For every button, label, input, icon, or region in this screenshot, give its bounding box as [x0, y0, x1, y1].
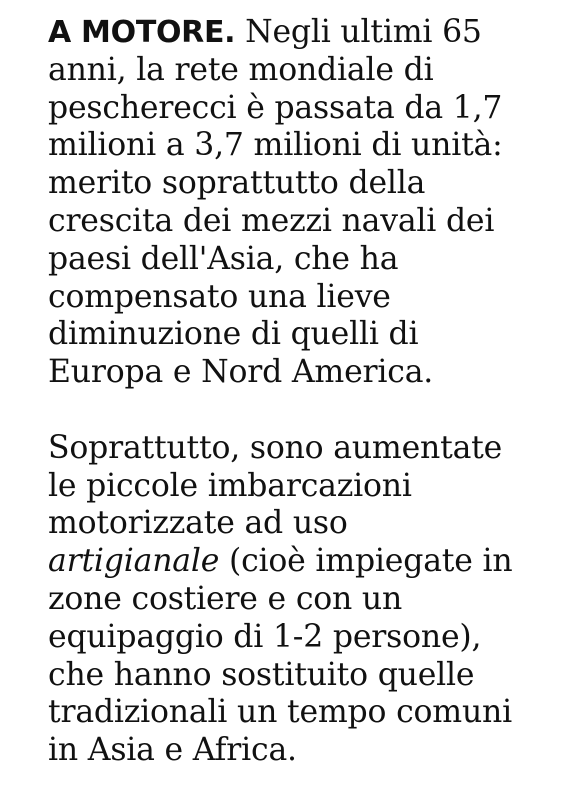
- text-line: [48, 14, 548, 52]
- text-line: merito soprattutto della: [48, 165, 426, 202]
- text-line: paesi dell'Asia, che ha: [48, 240, 399, 277]
- text-line: in Asia e Africa.: [48, 732, 297, 769]
- text-line: zone costiere e con un: [48, 580, 403, 617]
- text-line: le piccole imbarcazioni: [48, 467, 412, 504]
- text-line: Europa e Nord America.: [48, 354, 434, 391]
- text-line: crescita dei mezzi navali dei: [48, 202, 495, 239]
- text-line: diminuzione di quelli di: [48, 316, 419, 353]
- text-line: che hanno sostituito quelle: [48, 656, 475, 693]
- text-line: milioni a 3,7 milioni di unità:: [48, 127, 503, 164]
- text-line: Soprattutto, sono aumentate: [48, 429, 503, 466]
- text-line: tradizionali un tempo comuni: [48, 694, 513, 731]
- paragraph-motorized-fleet: [48, 14, 548, 392]
- text-line: anni, la rete mondiale di: [48, 51, 434, 88]
- text-line: pescherecci è passata da 1,7: [48, 89, 503, 126]
- text-fragment: Negli ultimi 65: [235, 14, 482, 50]
- text-line: [48, 543, 548, 581]
- text-line: compensato una lieve: [48, 278, 391, 315]
- text-line: equipaggio di 1-2 persone),: [48, 618, 482, 655]
- paragraph-artisanal-boats: [48, 430, 548, 770]
- italic-term: artigianale: [48, 543, 220, 580]
- text-fragment: (cioè impiegate in: [219, 543, 513, 580]
- text-line: motorizzate ad uso: [48, 505, 348, 542]
- article-text: [48, 14, 548, 770]
- lead-heading: A MOTORE.: [48, 15, 236, 50]
